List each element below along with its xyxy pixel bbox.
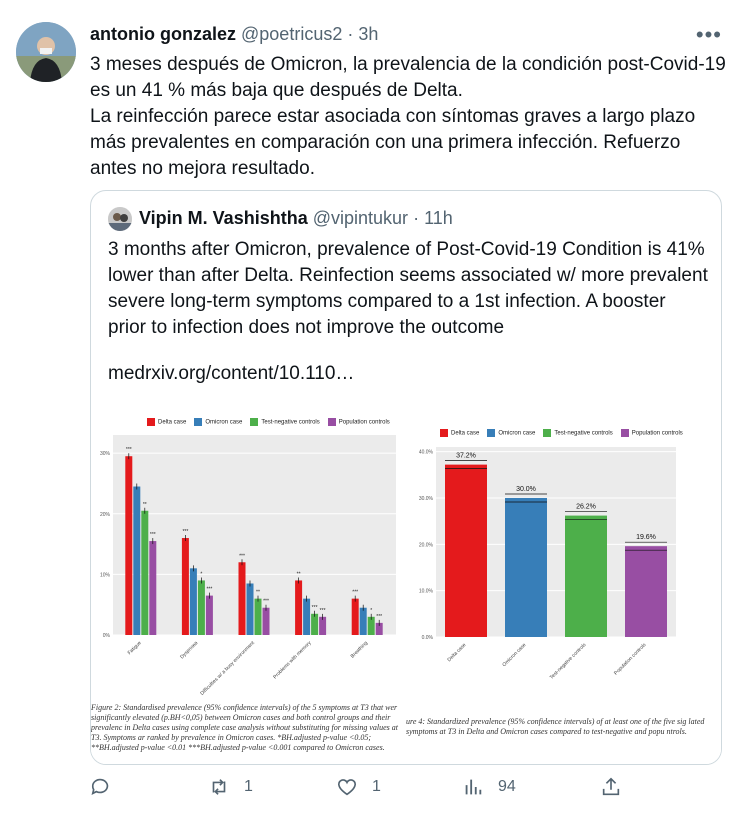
x-tick-label: Population controls (613, 642, 648, 677)
legend-label: Delta case (451, 430, 480, 437)
bar (311, 614, 318, 635)
legend-label: Omicron case (498, 430, 536, 437)
quote-time[interactable]: 11h (424, 208, 453, 228)
tweet-text: 3 meses después de Omicron, la prevalencia de la condición post-Covid-19 es un 41 % más baja que después de Delta. La reinfección parece estar asociada con síntomas graves a largo plazo más prevalentes en comparación con una primera infección. Refuerzo antes no mejora resultado. (90, 54, 726, 179)
significance-label: ** (296, 571, 301, 578)
bar (445, 465, 487, 637)
avatar-photo (16, 22, 76, 82)
legend-swatch (194, 418, 202, 426)
bar (247, 583, 254, 635)
quote-text: 3 months after Omicron, prevalence of Post-Covid-19 Condition is 41% lower than after Delta. Reinfection seems associated w/ more prevalent severe long-term symptoms compared to a 1st infection. A booster prior to infection does not improve the outcome (108, 239, 708, 338)
quoted-tweet[interactable] (90, 190, 722, 765)
legend-item (543, 429, 612, 437)
bar (352, 599, 359, 635)
x-tick-label: Dyspnoea (179, 640, 200, 661)
views-icon (462, 776, 484, 798)
legend-swatch (147, 418, 155, 426)
significance-label: ** (256, 589, 260, 596)
right-bar-chart (406, 437, 721, 707)
bar (182, 538, 189, 635)
bar (565, 516, 607, 637)
quote-header (139, 208, 453, 229)
significance-label: *** (182, 529, 189, 536)
tweet-time[interactable]: 3h (358, 24, 379, 44)
legend-label: Population controls (631, 430, 683, 437)
separator-dot: · (413, 208, 420, 228)
bar (239, 562, 246, 635)
y-tick-label: 10% (99, 572, 110, 579)
tweet-actions (90, 776, 730, 802)
bar (360, 608, 367, 635)
like-count: 1 (372, 778, 381, 795)
retweet-button[interactable] (208, 776, 253, 798)
x-tick-label: Omicron case (501, 642, 528, 669)
bar (625, 546, 667, 637)
legend-item (487, 429, 535, 437)
like-button[interactable] (336, 776, 381, 798)
legend-swatch (621, 429, 629, 437)
author-name[interactable]: antonio gonzalez (90, 24, 236, 44)
legend-item (194, 418, 242, 426)
quote-author-handle[interactable]: @vipintukur (312, 208, 409, 228)
retweet-icon (208, 776, 230, 798)
quote-author-name[interactable]: Vipin M. Vashishtha (139, 208, 308, 228)
significance-label: *** (239, 553, 245, 560)
quote-avatar[interactable] (108, 207, 132, 231)
left-figure-caption: Figure 2: Standardised prevalence (95% confidence intervals) of the 5 symptoms at T3 that wer significantly elevated (p.BH<0,05) between Omicron cases and both control groups and their prevalenc in Delta cases using complete case analysis without substituting for missing values at T3. Symptoms ar ranked by prevalence in Omicron cases. *BH.adjusted p-value <0.05; **BH.adjusted p-value <0.01 ***BH.adjusted p-value <0.001 compared to Omicron cases. (91, 703, 399, 752)
more-options-icon[interactable]: ••• (695, 22, 722, 47)
significance-label: *** (263, 598, 269, 605)
significance-label: *** (376, 613, 383, 620)
data-label: 37.2% (456, 452, 476, 460)
bar (125, 456, 132, 635)
legend-swatch (250, 418, 258, 426)
y-tick-label: 30.0% (418, 495, 433, 502)
legend-item (328, 418, 390, 426)
significance-label: *** (206, 586, 213, 593)
heart-icon (336, 776, 358, 798)
retweet-count: 1 (244, 778, 253, 795)
avatar[interactable] (16, 22, 76, 82)
significance-label: * (370, 607, 373, 614)
right-legend (440, 429, 683, 437)
right-figure-caption: ure 4: Standardized prevalence (95% confidence intervals) of at least one of the five sig lated symptoms at T3 in Delta and Omicron cases compared to test-negative and popu ntrols. (406, 717, 705, 736)
significance-label: ** (142, 501, 147, 508)
bar (206, 596, 213, 635)
y-tick-label: 20.0% (418, 542, 433, 549)
significance-label: *** (352, 589, 359, 596)
bar (190, 568, 197, 635)
x-tick-label: Difficulties w/ a busy environment (199, 640, 256, 697)
significance-label: *** (149, 532, 156, 539)
x-tick-label: Fatigue (126, 640, 143, 657)
legend-item (621, 429, 683, 437)
legend-swatch (543, 429, 551, 437)
legend-label: Test-negative controls (261, 419, 320, 426)
bar (303, 599, 310, 635)
legend-item (440, 429, 479, 437)
author-handle[interactable]: @poetricus2 (241, 24, 343, 44)
bar (149, 541, 156, 635)
figure-right (406, 407, 721, 764)
x-tick-label: Test-negative controls (548, 642, 588, 681)
legend-label: Delta case (158, 419, 187, 426)
y-tick-label: 0.0% (421, 635, 433, 641)
share-button[interactable] (600, 776, 622, 798)
views-count: 94 (498, 778, 516, 795)
quote-link[interactable]: medrxiv.org/content/10.110… (108, 363, 355, 384)
quote-avatar-photo (108, 207, 132, 231)
x-tick-label: Delta case (446, 642, 468, 664)
bar (295, 580, 302, 635)
data-label: 30.0% (516, 485, 536, 493)
y-tick-label: 40.0% (418, 449, 433, 456)
legend-label: Population controls (338, 419, 390, 426)
x-tick-label: Problems with memory (272, 640, 313, 681)
bar (255, 599, 262, 635)
significance-label: *** (319, 607, 326, 614)
views-button[interactable] (462, 776, 516, 798)
share-icon (600, 776, 622, 798)
y-tick-label: 0% (102, 633, 110, 639)
significance-label: * (200, 571, 203, 578)
bar (133, 487, 140, 635)
bar (141, 511, 148, 635)
legend-swatch (440, 429, 448, 437)
significance-label: *** (311, 604, 318, 611)
x-tick-label: Breathing (349, 640, 370, 660)
legend-item (147, 418, 186, 426)
legend-swatch (328, 418, 336, 426)
figure-left (91, 407, 406, 764)
quote-image[interactable] (91, 407, 721, 764)
y-tick-label: 20% (99, 511, 110, 518)
legend-item (250, 418, 319, 426)
y-tick-label: 30% (99, 451, 110, 458)
legend-label: Omicron case (205, 419, 243, 426)
bar (198, 580, 205, 635)
y-tick-label: 10.0% (418, 588, 433, 595)
significance-label: *** (125, 447, 132, 454)
tweet-header (90, 24, 378, 45)
data-label: 26.2% (576, 503, 596, 511)
legend-swatch (487, 429, 495, 437)
legend-label: Test-negative controls (554, 430, 613, 437)
left-legend (147, 418, 390, 426)
bar (263, 608, 270, 635)
data-label: 19.6% (636, 534, 656, 542)
bar (505, 498, 547, 637)
reply-button[interactable] (90, 776, 126, 798)
left-bar-chart (91, 427, 406, 717)
separator-dot: · (347, 24, 354, 44)
reply-icon (90, 776, 112, 798)
